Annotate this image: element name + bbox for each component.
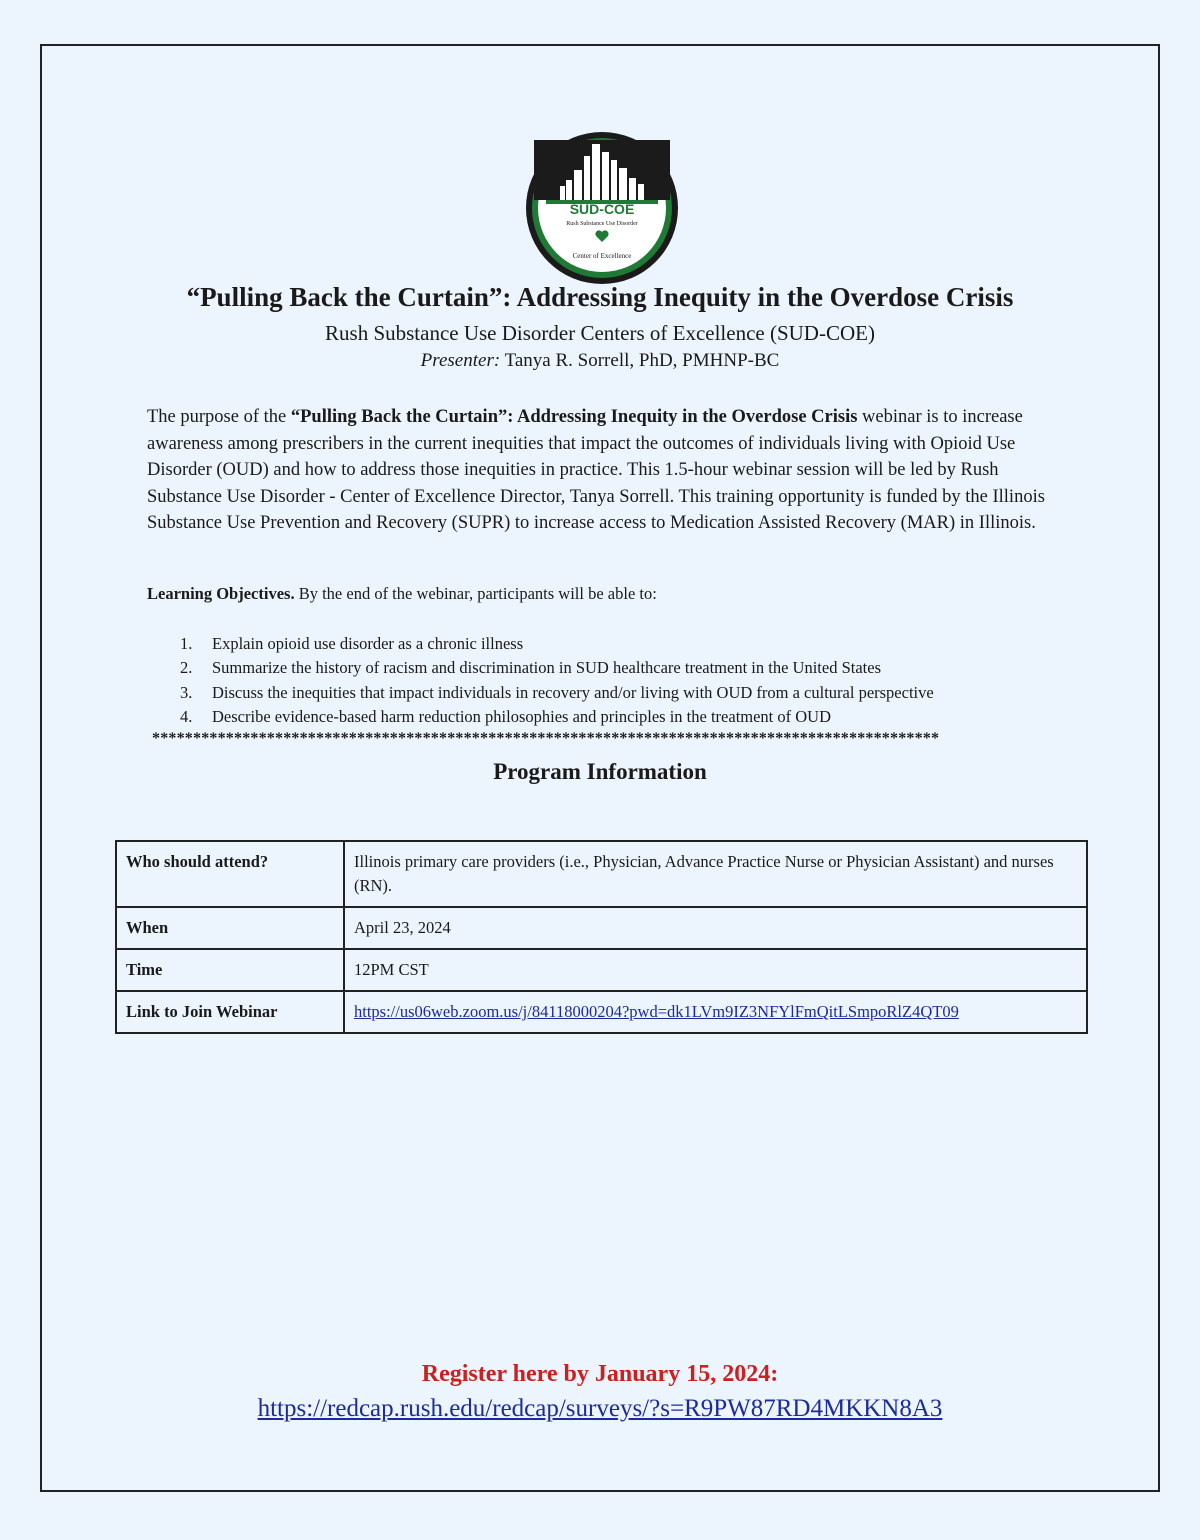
page-title: “Pulling Back the Curtain”: Addressing Inequity in the Overdose Crisis bbox=[186, 282, 1014, 312]
table-row bbox=[116, 949, 1087, 991]
webinar-title-bold: “Pulling Back the Curtain”: Addressing Inequity in the Overdose Crisis bbox=[290, 407, 858, 427]
asterisk-divider: ************************************************************************************************ bbox=[152, 730, 940, 747]
objectives-intro: Learning Objectives. By the end of the webinar, participants will be able to: bbox=[147, 584, 657, 603]
table-row bbox=[116, 991, 1087, 1033]
table-row bbox=[116, 907, 1087, 949]
row-value bbox=[344, 991, 1087, 1033]
table-row bbox=[116, 841, 1087, 907]
list-item: 1. Explain opioid use disorder as a chronic illness bbox=[180, 634, 524, 653]
row-value: April 23, 2024 bbox=[344, 907, 1087, 949]
list-item: 2. Summarize the history of racism and discrimination in SUD healthcare treatment in the United States bbox=[180, 658, 881, 678]
page-subtitle: Rush Substance Use Disorder Centers of Excellence (SUD-COE) bbox=[325, 321, 875, 345]
row-value: Illinois primary care providers (i.e., Physician, Advance Practice Nurse or Physician Assistant) and nurses (RN). bbox=[344, 841, 1087, 907]
presenter-label: Presenter: bbox=[420, 350, 501, 371]
sud-coe-logo bbox=[524, 130, 680, 286]
presenter-line bbox=[0, 350, 1200, 372]
register-link[interactable]: https://redcap.rush.edu/redcap/surveys/?s=R9PW87RD4MKKN8A3 bbox=[257, 1395, 943, 1422]
svg-text:Center of Excellence: Center of Excellence bbox=[572, 252, 632, 260]
objectives-label: Learning Objectives. bbox=[147, 584, 295, 603]
row-label: When bbox=[116, 907, 344, 949]
register-link-wrap bbox=[0, 1395, 1200, 1423]
svg-text:Rush Substance Use Disorder: Rush Substance Use Disorder bbox=[566, 221, 638, 227]
row-value: 12PM CST bbox=[344, 949, 1087, 991]
purpose-paragraph: The purpose of the “Pulling Back the Curtain”: Addressing Inequity in the Overdose Crisis webinar is to increase awareness among prescribers in the current inequities that impact the outcomes of individuals living with Opioid Use Disorder (OUD) and how to address those inequities in practice. This 1.5-hour webinar session will be led by Rush Substance Use Disorder - Center of Excellence Director, Tanya Sorrell. This training opportunity is funded by the Illinois Substance Use Prevention and Recovery (SUPR) to increase access to Medication Assisted Recovery (MAR) in Illinois. bbox=[147, 407, 1045, 533]
svg-text:SUD-COE: SUD-COE bbox=[569, 201, 635, 217]
row-label: Time bbox=[116, 949, 344, 991]
list-item: 4. Describe evidence-based harm reduction philosophies and principles in the treatment of OUD bbox=[180, 706, 832, 726]
row-label: Link to Join Webinar bbox=[116, 991, 344, 1033]
program-info-heading: Program Information bbox=[493, 759, 707, 784]
objectives-list bbox=[180, 632, 934, 729]
program-info-table bbox=[115, 840, 1088, 1034]
presenter-name: Tanya R. Sorrell, PhD, PMHNP-BC bbox=[504, 350, 780, 371]
register-callout: Register here by January 15, 2024: bbox=[421, 1361, 779, 1387]
row-label: Who should attend? bbox=[116, 841, 344, 907]
list-item: 3. Discuss the inequities that impact individuals in recovery and/or living with OUD from a cultural perspective bbox=[180, 682, 934, 702]
zoom-link[interactable]: https://us06web.zoom.us/j/84118000204?pwd=dk1LVm9IZ3NFYlFmQitLSmpoRlZ4QT09 bbox=[354, 1002, 959, 1021]
